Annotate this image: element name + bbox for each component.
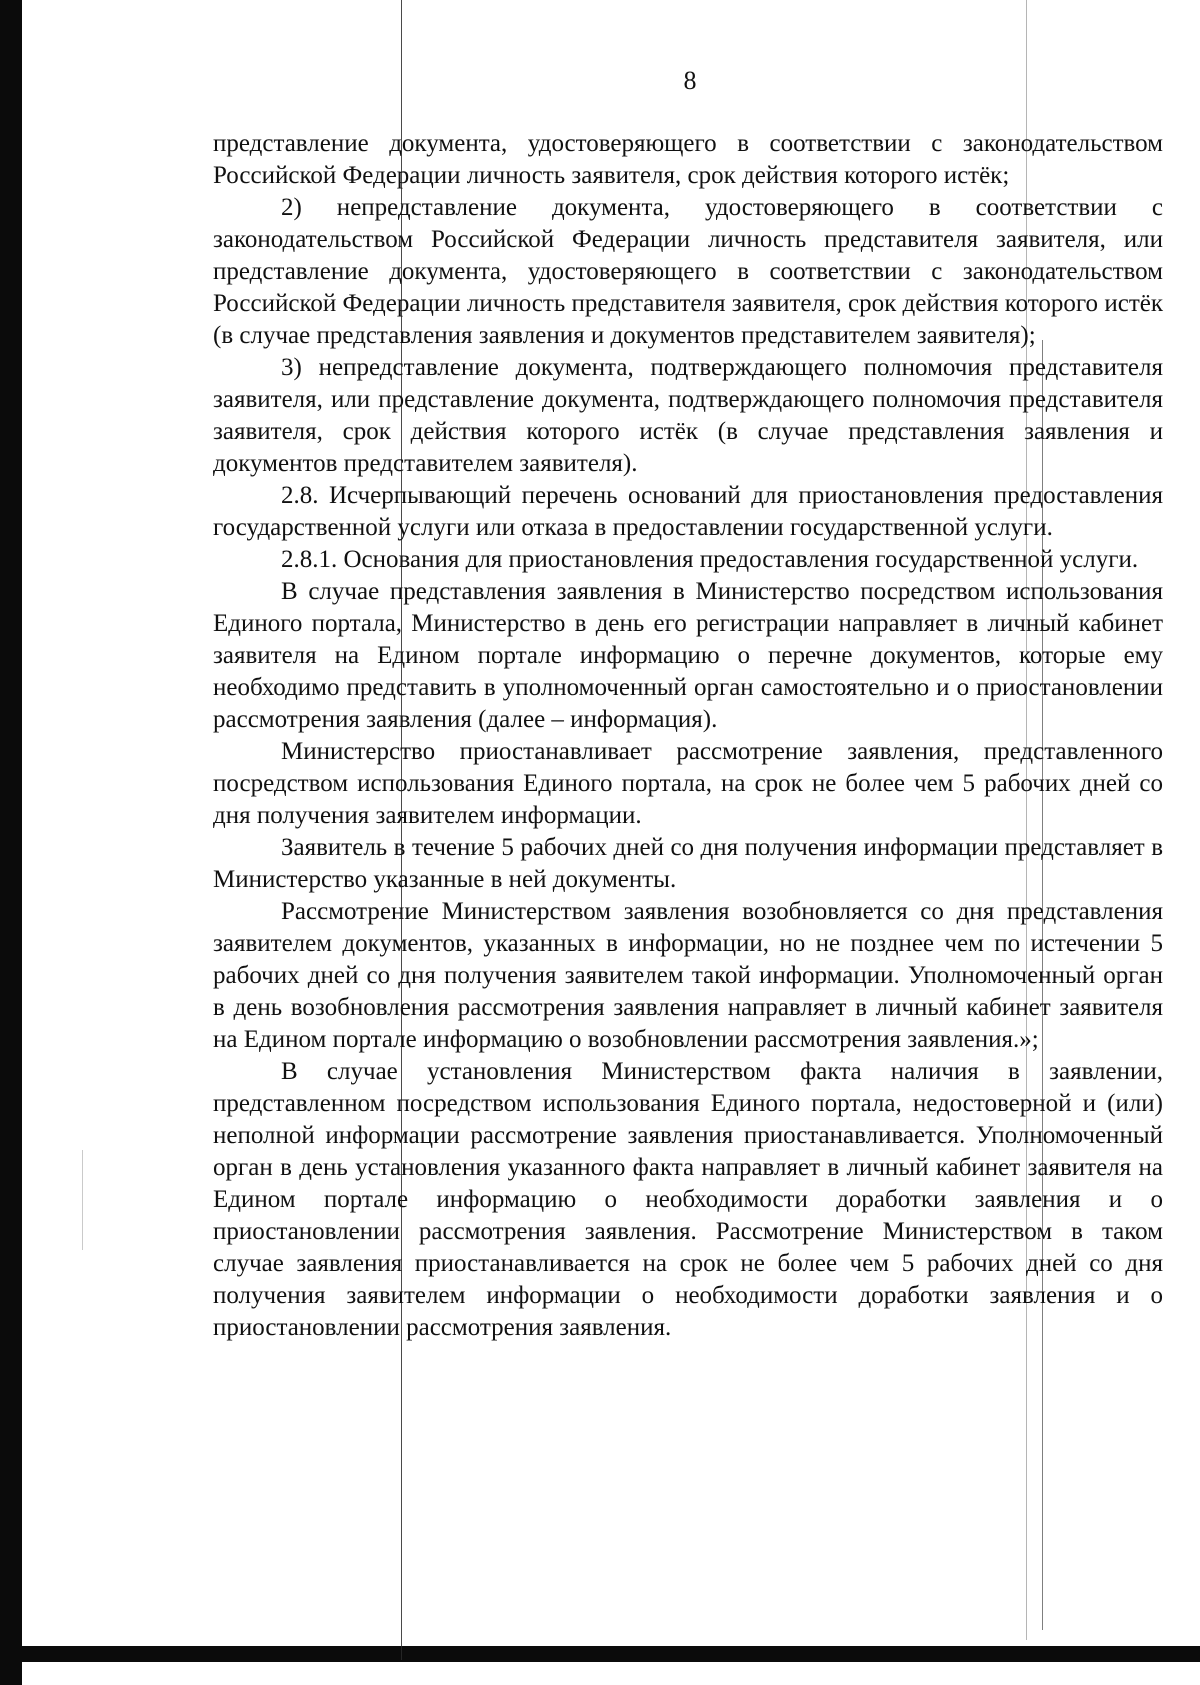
scan-border-left [0, 0, 22, 1685]
paragraph: Заявитель в течение 5 рабочих дней со дня получения информации представляет в Министерство указанные в ней документы. [213, 834, 1163, 893]
scan-border-bottom [22, 1646, 1200, 1662]
page-number: 8 [683, 66, 697, 95]
paragraph: 2) непредставление документа, удостоверяющего в соответствии с законодательством Российской Федерации личность представителя заявителя, или представление документа, удостоверяющего в соответствии с законодательством Российской Федерации личность представителя заявителя, срок действия которого истёк (в случае представления заявления и документов представителем заявителя); [213, 194, 1163, 349]
paragraph: Министерство приостанавливает рассмотрение заявления, представленного посредством использования Единого портала, на срок не более чем 5 рабочих дней со дня получения заявителем информации. [213, 738, 1163, 829]
document-body [213, 128, 1163, 1344]
paragraph: представление документа, удостоверяющего в соответствии с законодательством Российской Федерации личность заявителя, срок действия которого истёк; [213, 130, 1163, 189]
subsection-heading: 2.8.1. Основания для приостановления предоставления государственной услуги. [281, 546, 1139, 573]
section-heading: 2.8. Исчерпывающий перечень оснований для приостановления предоставления государственной услуги или отказа в предоставлении государственной услуги. [213, 482, 1163, 541]
paragraph: 3) непредставление документа, подтверждающего полномочия представителя заявителя, или представление документа, подтверждающего полномочия представителя заявителя, срок действия которого истёк (в случае представления заявления и документов представителем заявителя). [213, 354, 1163, 477]
paragraph: В случае представления заявления в Министерство посредством использования Единого портала, Министерство в день его регистрации направляет в личный кабинет заявителя на Едином портале информацию о перечне документов, которые ему необходимо представить в уполномоченный орган самостоятельно и о приостановлении рассмотрения заявления (далее – информация). [213, 578, 1163, 733]
paragraph: Рассмотрение Министерством заявления возобновляется со дня представления заявителем документов, указанных в информации, но не позднее чем по истечении 5 рабочих дней со дня получения заявителем такой информации. Уполномоченный орган в день возобновления рассмотрения заявления направляет в личный кабинет заявителя на Едином портале информацию о возобновлении рассмотрения заявления.»; [213, 898, 1163, 1053]
scan-artifact-line [82, 1150, 83, 1250]
paragraph: В случае установления Министерством факта наличия в заявлении, представленном посредством использования Единого портала, недостоверной и (или) неполной информации рассмотрение заявления приостанавливается. Уполномоченный орган в день установления указанного факта направляет в личный кабинет заявителя на Едином портале информацию о необходимости доработки заявления и о приостановлении рассмотрения заявления. Рассмотрение Министерством в таком случае заявления приостанавливается на срок не более чем 5 рабочих дней со дня получения заявителем информации о необходимости доработки заявления и о приостановлении рассмотрения заявления. [213, 1058, 1163, 1341]
